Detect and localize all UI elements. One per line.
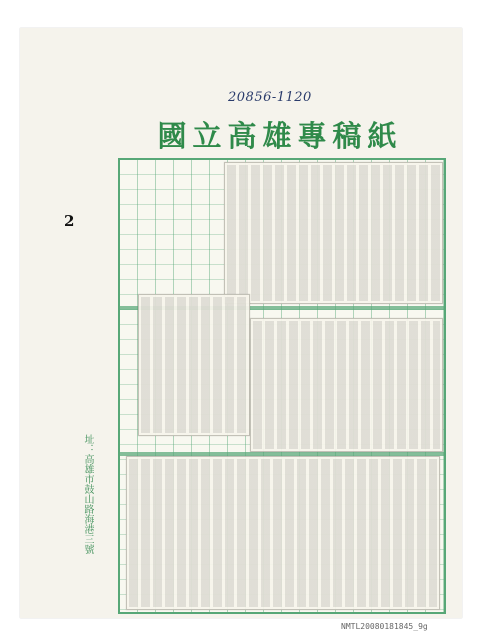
pasted-clipping <box>126 456 440 610</box>
handwritten-page-number: 2 <box>64 212 75 230</box>
archive-reference: NMTL20080181845_9g <box>341 622 428 631</box>
paper-title: 國立高雄專稿紙 <box>157 119 403 153</box>
pasted-clipping <box>138 294 250 436</box>
pasted-clipping <box>250 318 443 452</box>
paper-footer-address: 址：高雄市鼓山路海港三號 <box>82 434 93 554</box>
pasted-clipping <box>224 162 443 304</box>
manuscript-grid <box>118 158 446 614</box>
manuscript-paper <box>20 28 462 631</box>
handwritten-catalog-number: 20856-1120 <box>228 90 312 105</box>
